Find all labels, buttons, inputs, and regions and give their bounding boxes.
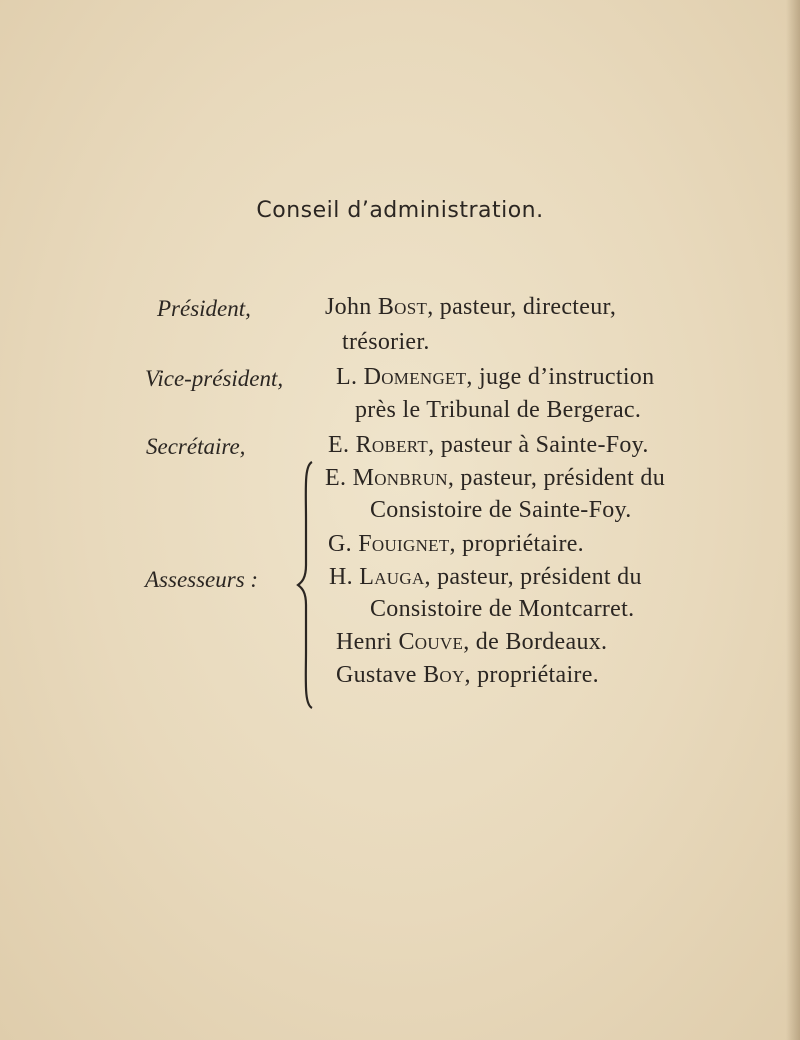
assesseur-2-details: , propriétaire. [449,531,584,557]
vice-president-first-name: L. [336,364,358,390]
assesseur-3-continuation: Consistoire de Montcarret. [370,596,635,622]
assesseur-5-details: , propriétaire. [464,662,599,688]
assesseur-3-first-name: H. [329,564,353,590]
vice-president-details: , juge d’instruction [466,364,655,390]
assesseur-3-line [329,564,642,591]
vice-president-continuation: près le Tribunal de Bergerac. [355,397,642,423]
president-details: , pasteur, directeur, [427,294,617,320]
assesseur-5-first-name: Gustave [336,662,417,688]
vice-president-line [336,364,654,391]
assesseur-1-surname: Monbrun [352,465,448,491]
vice-president-surname: Domenget [363,364,467,390]
president-first-name: John [325,294,372,320]
president-surname: Bost [377,294,428,320]
assesseur-1-first-name: E. [325,465,347,491]
assesseur-1-continuation: Consistoire de Sainte-Foy. [370,497,632,523]
secretaire-details: , pasteur à Sainte-Foy. [428,432,649,458]
assesseur-5-line [336,662,599,689]
secretaire-first-name: E. [328,432,350,458]
secretaire-line [328,432,649,459]
assesseur-4-details: , de Bordeaux. [463,629,608,655]
assesseur-2-surname: Fouignet [358,531,450,557]
president-line [325,294,616,321]
label-secretaire: Secrétaire, [146,434,246,459]
assesseur-1-line [325,465,665,492]
assesseur-4-line [336,629,607,656]
assesseur-2-line [328,531,584,558]
assesseur-5-surname: Boy [423,662,465,688]
assesseur-3-surname: Lauga [359,564,425,590]
president-continuation: trésorier. [342,329,430,355]
secretaire-surname: Robert [355,432,429,458]
label-assesseurs: Assesseurs : [145,567,259,592]
assesseur-4-surname: Couve [398,629,464,655]
assesseur-4-first-name: Henri [336,629,393,655]
page-title: Conseil d’administration. [256,198,544,223]
label-president: Président, [157,296,251,321]
curly-brace [296,460,320,710]
label-vice-president: Vice-président, [145,366,284,391]
page-edge-shadow [786,0,800,1040]
assesseur-1-details: , pasteur, président du [447,465,666,491]
assesseur-2-first-name: G. [328,531,352,557]
assesseur-3-details: , pasteur, président du [424,564,642,590]
